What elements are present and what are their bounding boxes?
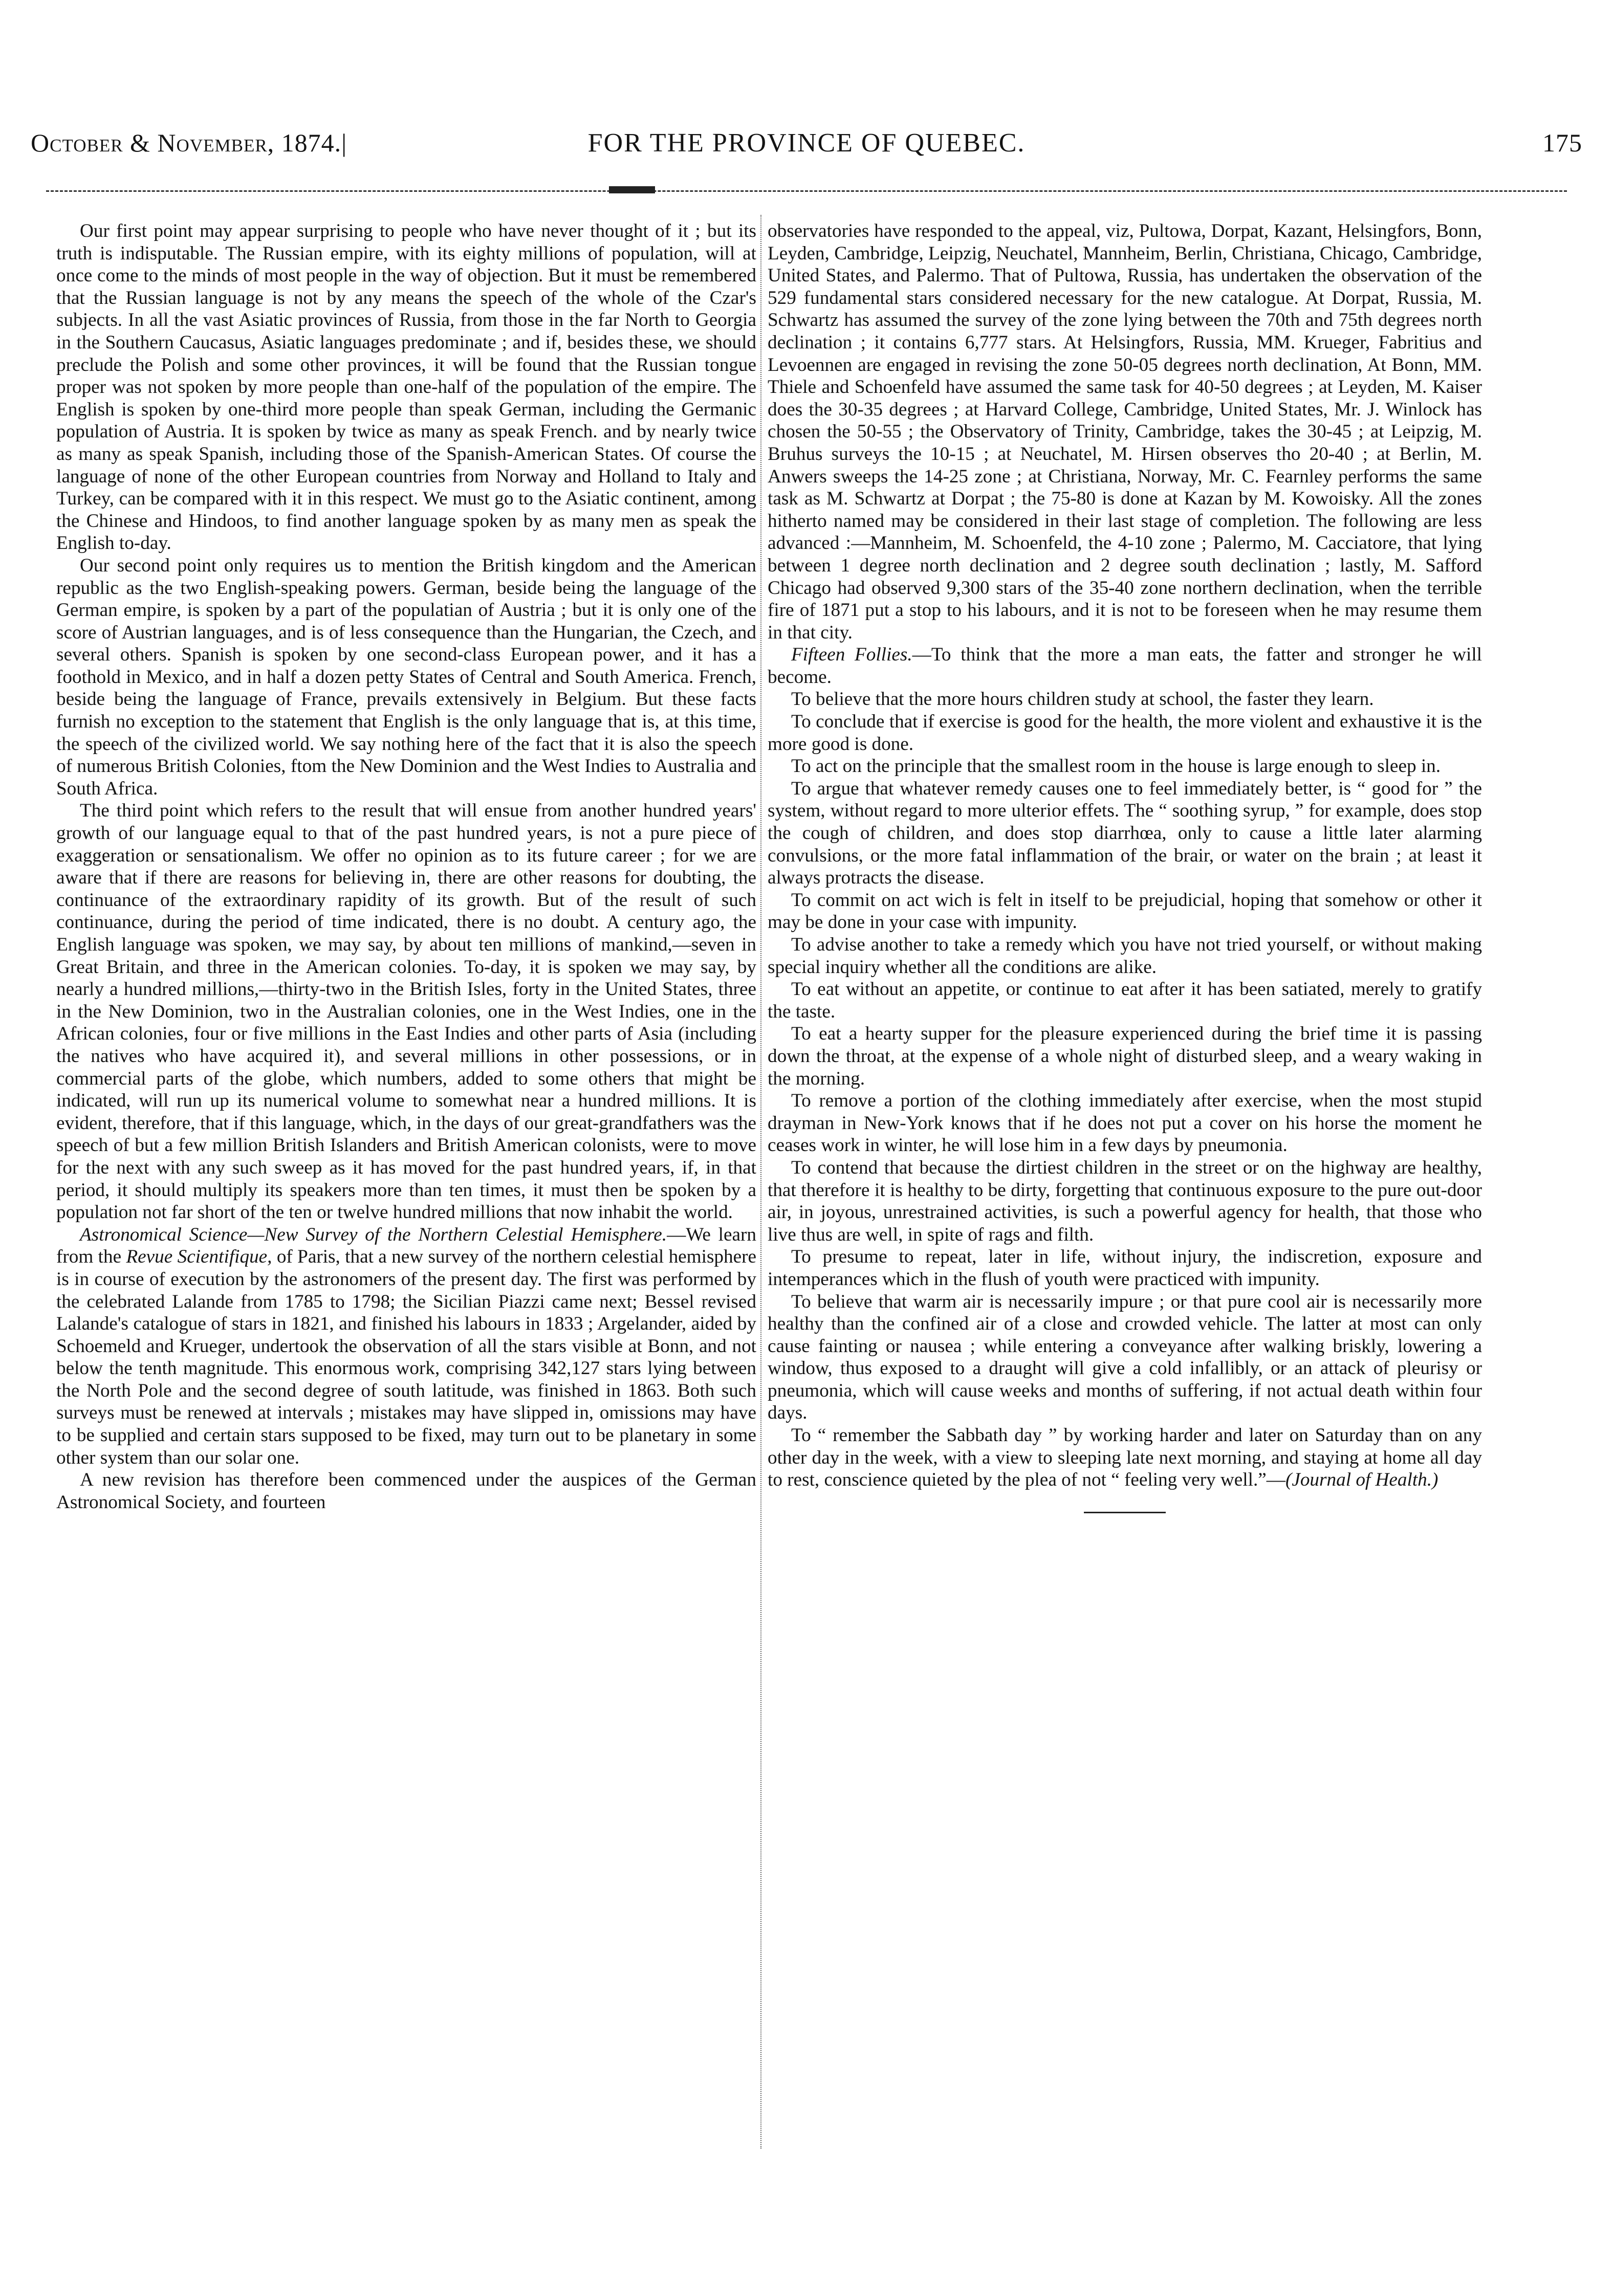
source-revue: Revue Scientifique,	[126, 1246, 272, 1268]
folly-item: To remove a portion of the clothing immediately after exercise, when the most stupid drayman in New-York knows that if he does not put a cover on his horse the moment he ceases work in winter, he will lose him in a few days by pneumonia.	[768, 1090, 1482, 1156]
paragraph-fifteen-follies	[768, 644, 1482, 688]
folly-sabbath-text: To “ remember the Sabbath day ” by working harder and later on Saturday than on any other day in the week, with a view to sleeping late next morning, and staying at home all day to rest, conscience quieted by the plea of not “ feeling very well.”—	[768, 1425, 1482, 1491]
page-header	[31, 128, 1582, 169]
astronomical-text-b: of Paris, that a new survey of the northern celestial hemisphere is in course of execution by the astronomers of the present day. The first was performed by the celebrated Lalande from 1785 to 1798; the Sicilian Piazzi came next; Bessel revised Lalande's catalogue of stars in 1821, and finished his labours in 1833 ; Argelander, aided by Schoemeld and Krueger, undertook the observation of all the stars visible at Bonn, and not below the tenth magnitude. This enormous work, comprising 342,127 stars lying between the North Pole and the second degree of south latitude, was finished in 1863. Both such surveys must be renewed at intervals ; mistakes may have slipped in, omissions may have to be supplied and certain stars supposed to be fixed, may turn out to be planetary in some other system than our solar one.	[56, 1246, 756, 1468]
folly-item: To eat a hearty supper for the pleasure experienced during the brief time it is passing down the throat, at the expense of a whole night of disturbed sleep, and a weary waking in the morning.	[768, 1023, 1482, 1089]
paragraph-observatories: observatories have responded to the appeal, viz, Pultowa, Dorpat, Kazant, Helsingfors, Bonn, Leyden, Cambridge, Leipzig, Neuchatel, Mannheim, Berlin, Christiana, Chicago, Cambridge, United States, and Palermo. That of Pultowa, Russia, has undertaken the observation of the 529 fundamental stars considered necessary for the new catalogue. At Dorpat, Russia, M. Schwartz has assumed the survey of the zone lying between the 70th and 75th degrees north declination ; it contains 6,777 stars. At Helsingfors, Russia, MM. Krueger, Fabritius and Levoennen are engaged in revising the zone 50-05 degrees north declination, At Bonn, MM. Thiele and Schoenfeld have assumed the same task for 40-50 degrees ; at Leyden, M. Kaiser does the 30-35 degrees ; at Harvard College, Cambridge, United States, Mr. J. Winlock has chosen the 50-55 ; the Observatory of Trinity, Cambridge, takes the 30-45 ; at Leipzig, M. Bruhus surveys the 10-15 ; at Neuchatel, M. Hirsen observes tho 20-40 ; at Berlin, M. Anwers sweeps the 14-25 zone ; at Christiana, Norway, Mr. C. Fearnley performs the same task as M. Schwartz at Dorpat ; the 75-80 is done at Kazan by M. Kowoisky. All the zones hitherto named may be considered in their last stage of completion. The following are less advanced :—Mannheim, M. Schoenfeld, the 4-10 zone ; Palermo, M. Cacciatore, that lying between 1 degree north declination and 2 degree south declination ; lastly, M. Safford Chicago had observed 9,300 stars of the 35-40 zone northern declination, when the terrible fire of 1871 put a stop to his labours, and it is not to be foreseen when he may resume them in that city.	[768, 220, 1482, 643]
source-journal-of-health: (Journal of Health.)	[1285, 1469, 1438, 1491]
header-title: FOR THE PROVINCE OF QUEBEC.	[587, 128, 1026, 158]
section-title-follies: Fifteen Follies.	[791, 644, 912, 666]
astronomical-text-a: —We learn from the	[56, 1224, 756, 1268]
folly-item: To presume to repeat, later in life, without injury, the indiscretion, exposure and intemperances which in the flush of youth were practiced with impunity.	[768, 1246, 1482, 1290]
folly-item: To argue that whatever remedy causes one to feel immediately better, is “ good for ” the system, without regard to more ulterior effets. The “ soothing syrup, ” for example, does stop the cough of children, and does stop diarrhœa, only to cause a little later alarming convulsions, or the more fatal inflammation of the brair, or water on the brain ; at least it always protracts the disease.	[768, 778, 1482, 889]
folly-item: To commit on act wich is felt in itself to be prejudicial, hoping that somehow or other it may be done in your case with impunity.	[768, 889, 1482, 933]
header-rule	[46, 190, 1567, 192]
paragraph-first-point: Our first point may appear surprising to people who have never thought of it ; but its truth is indisputable. The Russian empire, with its eighty millions of population, will at once come to the minds of most people in the way of objection. But it must be remembered that the Russian language is not by any means the speech of the whole of the Czar's subjects. In all the vast Asiatic provinces of Russia, from those in the far North to Georgia in the Southern Caucasus, Asiatic languages predominate ; and if, besides these, we should preclude the Polish and some other provinces, it will be found that the Russian tongue proper was not spoken by more people than one-half of the population of the empire. The English is spoken by one-third more people than speak German, including the Germanic population of Austria. It is spoken by twice as many as speak French. and by nearly twice as many as speak Spanish, including those of the Spanish-American States. Of course the language of none of the other European countries from Norway and Holland to Italy and Turkey, can be compared with it in this respect. We must go to the Asiatic continent, among the Chinese and Hindoos, to find another language spoken by as many men as speak the English to-day.	[56, 220, 756, 554]
folly-item: To eat without an appetite, or continue to eat after it has been satiated, merely to gratify the taste.	[768, 979, 1482, 1022]
folly-item: To believe that warm air is necessarily impure ; or that pure cool air is necessarily more healthy than the confined air of a close and crowded vehicle. The latter at most can only cause fainting or nausea ; while entering a conveyance after walking briskly, lowering a window, thus exposed to a draught will give a cold infallibly, or an attack of pleurisy or pneumonia, which will cause weeks and months of suffering, if not actual death within four days.	[768, 1291, 1482, 1424]
folly-item: To advise another to take a remedy which you have not tried yourself, or without making special inquiry whether all the conditions are alike.	[768, 934, 1482, 978]
header-rule-ornament	[609, 186, 655, 193]
left-column	[56, 220, 756, 1513]
header-date: October & November, 1874.|	[31, 128, 347, 157]
folly-item: To believe that the more hours children study at school, the faster they learn.	[791, 689, 1374, 710]
folly-item: To conclude that if exercise is good for the health, the more violent and exhaustive it is the more good is done.	[768, 711, 1482, 755]
paragraph-new-revision: A new revision has therefore been commenced under the auspices of the German Astronomical Society, and fourteen	[56, 1469, 756, 1513]
folly-item	[768, 1424, 1482, 1491]
paragraph-third-point: The third point which refers to the result that will ensue from another hundred years' growth of our language equal to that of the past hundred years, is not a pure piece of exaggeration or sensationalism. We offer no opinion as to its future career ; for we are aware that if there are reasons for believing in, there are other reasons for doubting, the continuance of the extraordinary rapidity of its growth. But of the result of such continuance, during the period of time indicated, there is no doubt. A century ago, the English language was spoken, we may say, by about ten millions of mankind,—seven in Great Britain, and three in the American colonies. To-day, it is spoken we may say, by nearly a hundred millions,—thirty-two in the British Isles, forty in the United States, three in the New Dominion, two in the Australian colonies, one in the West Indies, one in the African colonies, four or five millions in the East Indies and other parts of Asia (including the natives who have acquired it), and several millions in other possessions, or in commercial parts of the globe, which numbers, added to some others that might be indicated, will run up its numerical volume to somewhat near a hundred millions. It is evident, therefore, that if this language, which, in the days of our great-grandfathers was the speech of but a few million British Islanders and British American colonists, were to move for the next with any such sweep as it has moved for the past hundred years, if, in that period, it should multiply its speakers more than ten times, it must then be spoken by a population not far short of the ten or twelve hundred millions that now inhabit the world.	[56, 800, 756, 1223]
folly-item: To act on the principle that the smallest room in the house is large enough to sleep in.	[791, 756, 1441, 777]
paragraph-second-point: Our second point only requires us to mention the British kingdom and the American republic as the two English-speaking powers. German, beside being the language of the German empire, is spoken by a part of the populatian of Austria ; but it is only one of the score of Austrian languages, and is of less consequence than the Hungarian, the Czech, and several others. Spanish is spoken by one second-class European power, and it has a foothold in Mexico, and in half a dozen petty States of Central and South America. French, beside being the language of France, prevails extensively in Belgium. But these facts furnish no exception to the statement that English is the only language that is, at this time, the speech of the civilized world. We say nothing here of the fact that it is also the speech of numerous British Colonies, ftom the New Dominion and the West Indies to Australia and South Africa.	[56, 555, 756, 799]
section-title-astronomical: Astronomical Science—New Survey of the Northern Celestial Hemisphere.	[80, 1224, 667, 1245]
paragraph-astronomical-science	[56, 1224, 756, 1469]
closing-rule	[1084, 1512, 1166, 1513]
follies-intro: —To think that the more a man eats, the fatter and stronger he will become.	[768, 644, 1482, 688]
page-number: 175	[1542, 128, 1582, 157]
folly-item: To contend that because the dirtiest children in the street or on the highway are healthy, that therefore it is healthy to be dirty, forgetting that continuous exposure to the pure out-door air, in joyous, unrestrained activities, is such a powerful agency for health, that those who live thus are well, in spite of rags and filth.	[768, 1157, 1482, 1245]
column-divider	[760, 215, 761, 2149]
right-column	[768, 220, 1482, 1513]
